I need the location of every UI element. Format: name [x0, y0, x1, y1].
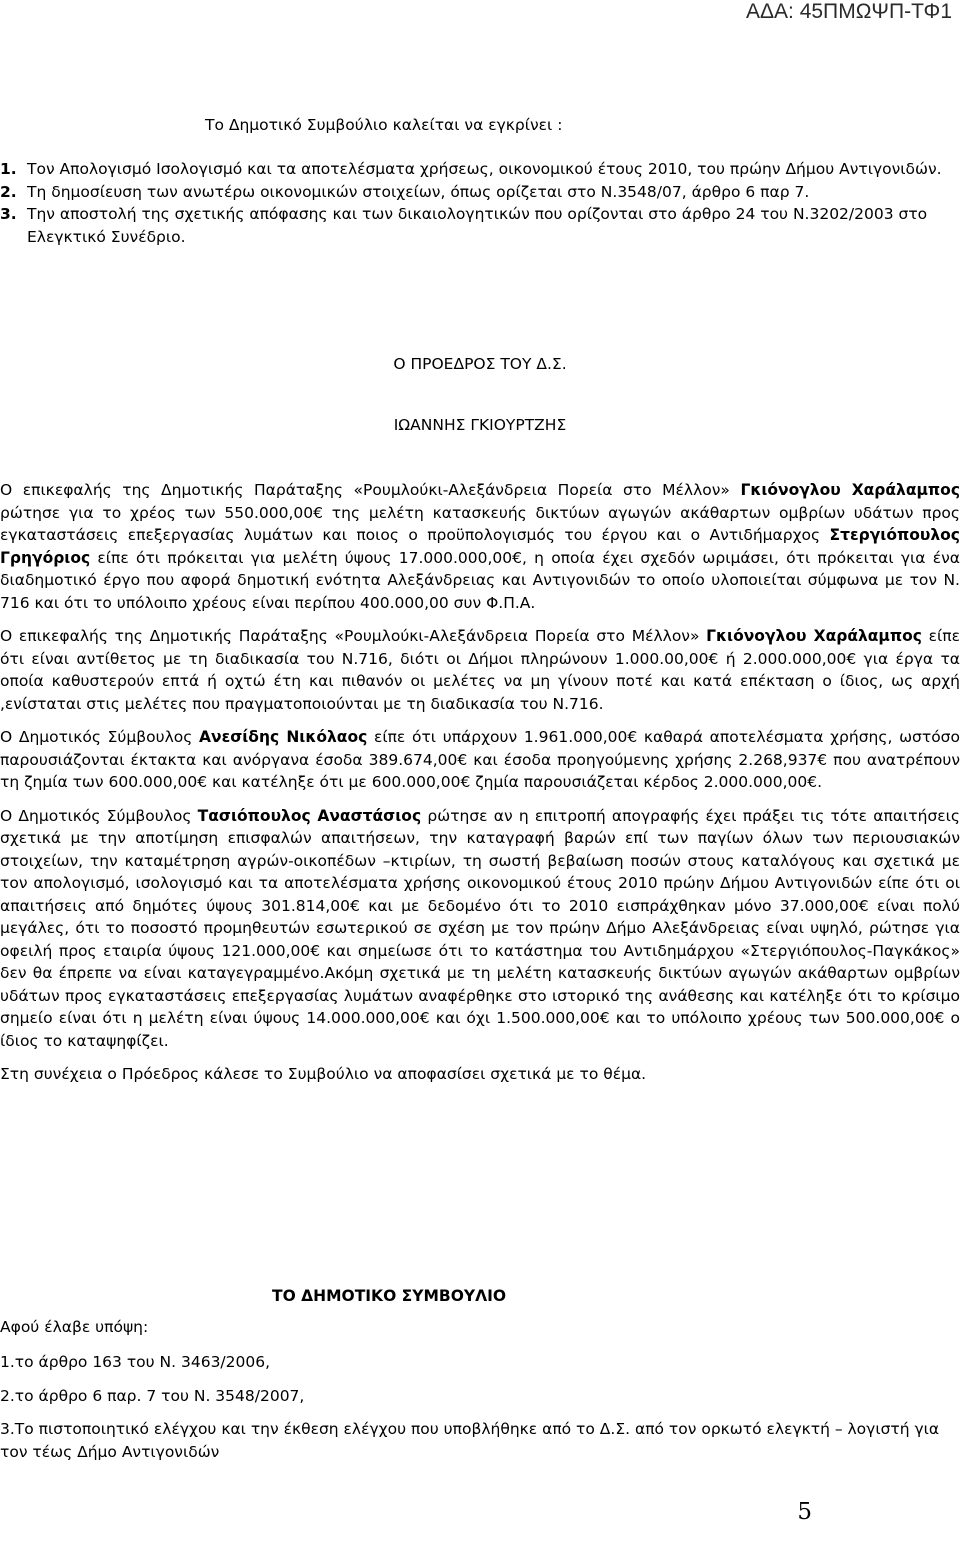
president-title: Ο ΠΡΟΕΔΡΟΣ ΤΟΥ Δ.Σ.	[393, 355, 567, 373]
list-item	[0, 181, 960, 204]
list-text: Τον Απολογισμό Ισολογισμό και τα αποτελέσματα χρήσεως, οικονομικού έτους 2010, του πρώην Δήμου Αντιγονιδών.	[27, 160, 942, 178]
paragraph-text: Ο Δημοτικός Σύμβουλος	[0, 728, 200, 746]
paragraph	[0, 479, 960, 614]
page-number: 5	[797, 1499, 812, 1525]
list-number: 1.	[0, 160, 17, 178]
paragraph	[0, 1063, 960, 1086]
paragraph-text: είπε ότι πρόκειται για μελέτη ύψους 17.000.000,00€, η οποία έχει σχεδόν ωριμάσει, ότι πρόκειται για ένα διαδημοτικό έργο που αφορά δημοτική ενότητα Αλεξάνδρειας και Αντιγονιδών το οποίο υλοποιείται σύμφωνα με τον Ν. 716 και ότι το υπόλοιπο χρέους είναι περίπου 400.000,00 συν Φ.Π.Α.	[0, 548, 960, 612]
paragraph-text: είπε ότι είναι αντίθετος με τη διαδικασία του Ν.716, διότι οι Δήμοι πληρώνουν 1.000.00,00€ ή 2.000.000,00€ για έργα τα οποία καθυστερούν επτά ή οχτώ έτη και πιθανόν οι μελέτες να μη γίνουν ποτέ και κατά επέκταση ο ίδιος, ως αρχή ,ενίσταται στις μελέτες που πραγματοποιούνται με τη διαδικασία του Ν.716.	[0, 627, 960, 713]
paragraph	[0, 625, 960, 715]
paragraph-text: Στη συνέχεια ο Πρόεδρος κάλεσε το Συμβούλιο να αποφασίσει σχετικά με το θέμα.	[0, 1065, 647, 1083]
consideration-item: 3.Το πιστοποιητικό ελέγχου και την έκθεση ελέγχου που υποβλήθηκε από το Δ.Σ. από τον ορκωτό ελεγκτή – λογιστή για τον τέως Δήμο Αντιγονιδών	[0, 1420, 940, 1461]
paragraph-text: ρώτησε για το χρέος των 550.000,00€ της μελέτη κατασκευής δικτύων αγωγών ακάθαρτων ομβρίων υδάτων προς εγκαταστάσεις επεξεργασίας λυμάτων και ποιος ο προϋπολογισμός του έργου και ο Αντιδήμαρχος	[0, 503, 960, 544]
list-text: Την αποστολή της σχετικής απόφασης και των δικαιολογητικών που ορίζονται στο άρθρο 24 του Ν.3202/2003 στο Ελεγκτικό Συνέδριο.	[27, 205, 928, 246]
approval-list	[0, 158, 960, 248]
paragraph-text: Ο Δημοτικός Σύμβουλος	[0, 806, 198, 825]
list-item	[0, 203, 960, 248]
paragraph	[0, 805, 960, 1053]
consideration-item: 2.το άρθρο 6 παρ. 7 του Ν. 3548/2007,	[0, 1386, 305, 1405]
speaker-name: Τασιόπουλος Αναστάσιος	[197, 806, 422, 825]
paragraph-text: ρώτησε αν η επιτροπή απογραφής έχει πράξει τις τότε απαιτήσεις σχετικά με την αποτίμηση επισφαλών απαιτήσεων, την καταγραφή βαρών επί των παγίων όλων των περιουσιακών στοιχείων, την καταμέτρηση αγρών-οικοπέδων –κτιρίων, τη σωστή βεβαίωση ποσών στους καταλόγους και σχετικά με τον απολογισμό, ισολογισμό και τα αποτελέσματα χρήσης οικονομικού έτους 2010 πρώην Δήμου Αντιγονιδών είπε ότι οι απαιτήσεις από δημότες ύψους 301.814,00€ και με δεδομένο ότι το 2010 εισπράχθηκαν μόνο 37.000,00€ είναι πολύ μεγάλες, ότι το ποσοστό προμηθευτών εσωτερικού σε σχέση με τον πρώην Δήμο Αλεξάνδρειας είναι υψηλό, ρώτησε για οφειλή προς εταιρία ύψους 121.000,00€ και σημείωσε ότι το κατάστημα του Αντιδημάρχου «Στεργιόπουλος-Παγκάκος» δεν θα έπρεπε να είναι καταγεγραμμένο.Ακόμη σχετικά με τη μελέτη κατασκευής δικτύων αγωγών ακάθαρτων ομβρίων υδάτων προς εγκαταστάσεις επεξεργασίας λυμάτων αναφέρθηκε στο ιστορικό της ανάθεσης και κατέληξε ότι το κρίσιμο σημείο είναι ότι η μελέτη είναι ύψους 14.000.000,00€ και όχι 1.500.000,00€ και το υπόλοιπο χρέους των 500.000,00€ ο ίδιος το καταψηφίζει.	[0, 806, 960, 1050]
paragraph	[0, 726, 960, 794]
considering-label: Αφού έλαβε υπόψη:	[0, 1318, 149, 1336]
paragraph-text: είπε ότι υπάρχουν 1.961.000,00€ καθαρά αποτελέσματα χρήσης, ωστόσο παρουσιάζονται έκτακτα και ανόργανα έσοδα 389.674,00€ και έσοδα προηγούμενης χρήσης 2.268,937€ που ανατρέπουν τη ζημία των 600.000,00€ και κατέληξε ότι με 600.000,00€ ζημία παρουσιάζεται κέρδος 2.000.000,00€.	[0, 728, 960, 791]
list-text: Τη δημοσίευση των ανωτέρω οικονομικών στοιχείων, όπως ορίζεται στο Ν.3548/07, άρθρο 6 παρ 7.	[27, 182, 810, 201]
ada-code: ΑΔΑ: 45ΠΜΩΨΠ-ΤΦ1	[745, 0, 952, 23]
consideration-item: 1.το άρθρο 163 του Ν. 3463/2006,	[0, 1353, 271, 1371]
intro-line: Το Δημοτικό Συμβούλιο καλείται να εγκρίνει :	[205, 116, 563, 134]
list-number: 2.	[0, 182, 17, 201]
list-item	[0, 158, 960, 181]
considerations-list	[0, 1351, 960, 1474]
minutes-body	[0, 479, 960, 1097]
paragraph-text: Ο επικεφαλής της Δημοτικής Παράταξης «Ρουμλούκι-Αλεξάνδρεια Πορεία στο Μέλλον»	[0, 481, 741, 499]
speaker-name: Γκιόνογλου Χαράλαμπος	[740, 481, 960, 499]
speaker-name: Γκιόνογλου Χαράλαμπος	[706, 627, 922, 645]
president-name: ΙΩΑΝΝΗΣ ΓΚΙΟΥΡΤΖΗΣ	[393, 416, 567, 434]
speaker-name: Ανεσίδης Νικόλαος	[199, 728, 368, 746]
speaker-name: Στεργιόπουλος Γρηγόριος	[0, 526, 960, 567]
list-number: 3.	[0, 205, 17, 223]
council-heading: ΤΟ ΔΗΜΟΤΙΚΟ ΣΥΜΒΟΥΛΙΟ	[272, 1287, 507, 1305]
paragraph-text: Ο επικεφαλής της Δημοτικής Παράταξης «Ρουμλούκι-Αλεξάνδρεια Πορεία στο Μέλλον»	[0, 627, 707, 645]
